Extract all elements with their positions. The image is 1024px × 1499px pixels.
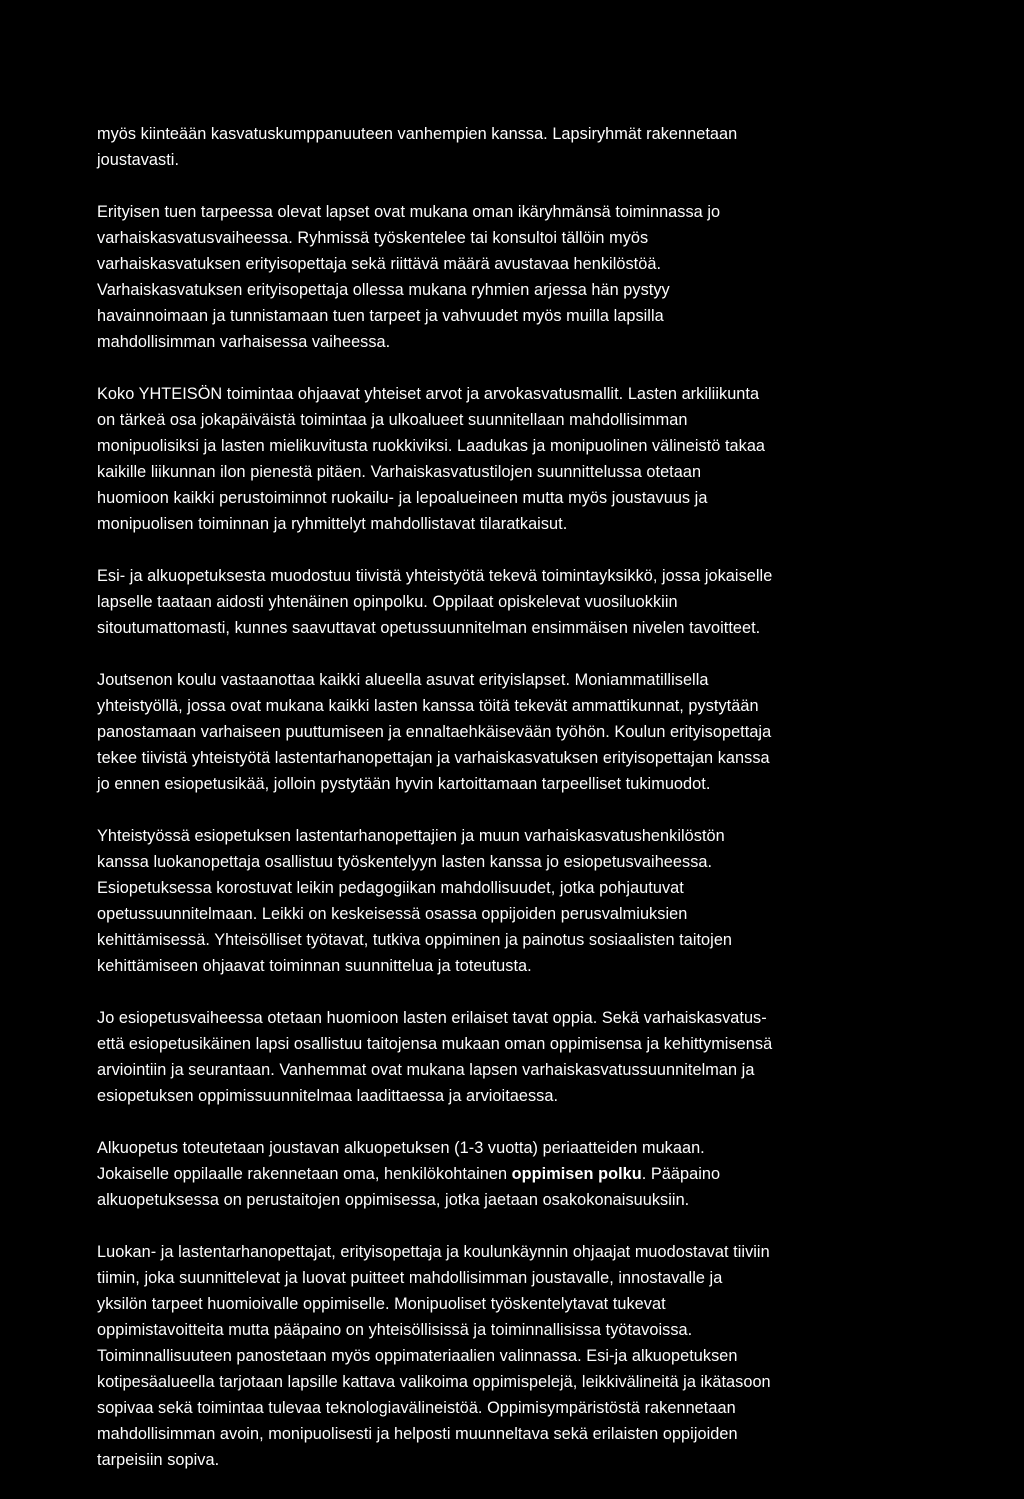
paragraph-3 (97, 381, 957, 537)
emphasis-text: oppimisen polku (511, 1165, 642, 1183)
text-line: esiopetuksen oppimissuunnitelmaa laadittaessa ja arvioitaessa. (97, 1087, 559, 1105)
text-line: huomioon kaikki perustoiminnot ruokailu- ja lepoalueineen mutta myös joustavuus ja (97, 489, 708, 507)
text-line: mahdollisimman varhaisessa vaiheessa. (97, 333, 391, 351)
text-line: Toiminnallisuuteen panostetaan myös oppimateriaalien valinnassa. Esi-ja alkuopetuksen (97, 1347, 738, 1365)
text-line: myös kiinteään kasvatuskumppanuuteen vanhempien kanssa. Lapsiryhmät rakennetaan (97, 125, 738, 143)
text-line: varhaiskasvatusvaiheessa. Ryhmissä työskentelee tai konsultoi tällöin myös (97, 229, 649, 247)
text-line: kehittämiseen ohjaavat toiminnan suunnittelua ja toteutusta. (97, 957, 532, 975)
text-line: tiimin, joka suunnittelevat ja luovat puitteet mahdollisimman joustavalle, innostavalle ja (97, 1269, 723, 1287)
text-line: Luokan- ja lastentarhanopettajat, erityisopettaja ja koulunkäynnin ohjaajat muodostavat tiiviin (97, 1243, 770, 1261)
text-line: sopivaa sekä toimintaa tulevaa teknologiavälineistöä. Oppimisympäristöstä rakennetaan (97, 1399, 736, 1417)
text-line: opetussuunnitelmaan. Leikki on keskeisessä osassa oppijoiden perusvalmiuksien (97, 905, 688, 923)
paragraph-6 (97, 823, 957, 979)
text-line: yhteistyöllä, jossa ovat mukana kaikki lasten kanssa töitä tekevät ammattikunnat, pystytään (97, 697, 759, 715)
paragraph-8 (97, 1135, 957, 1213)
text-line: panostamaan varhaiseen puuttumiseen ja ennaltaehkäisevään työhön. Koulun erityisopettaja (97, 723, 772, 741)
text-line: Koko YHTEISÖN toimintaa ohjaavat yhteiset arvot ja arvokasvatusmallit. Lasten arkiliikunta (97, 385, 760, 403)
text-line: Alkuopetus toteutetaan joustavan alkuopetuksen (1-3 vuotta) periaatteiden mukaan. (97, 1139, 705, 1157)
text-line: joustavasti. (97, 151, 180, 169)
document-page (97, 121, 957, 1499)
text-line: arviointiin ja seurantaan. Vanhemmat ovat mukana lapsen varhaiskasvatussuunnitelman ja (97, 1061, 755, 1079)
text-line: Jo esiopetusvaiheessa otetaan huomioon lasten erilaiset tavat oppia. Sekä varhaiskasvatus- (97, 1009, 767, 1027)
text-line: Esiopetuksessa korostuvat leikin pedagogiikan mahdollisuudet, jotka pohjautuvat (97, 879, 684, 897)
text-line: on tärkeä osa jokapäiväistä toimintaa ja ulkoalueet suunnitellaan mahdollisimman (97, 411, 688, 429)
paragraph-9 (97, 1239, 957, 1473)
text-line: kehittämisessä. Yhteisölliset työtavat, tutkiva oppiminen ja painotus sosiaalisten taitojen (97, 931, 733, 949)
text-line: Esi- ja alkuopetuksesta muodostuu tiivistä yhteistyötä tekevä toimintayksikkö, jossa jokaiselle (97, 567, 773, 585)
text-line: varhaiskasvatuksen erityisopettaja sekä riittävä määrä avustavaa henkilöstöä. (97, 255, 662, 273)
text-line: Varhaiskasvatuksen erityisopettaja ollessa mukana ryhmien arjessa hän pystyy (97, 281, 670, 299)
text-line: jo ennen esiopetusikää, jolloin pystytään hyvin kartoittamaan tarpeelliset tukimuodot. (97, 775, 711, 793)
text-line: Jokaiselle oppilaalle rakennetaan oma, henkilökohtainen (97, 1165, 512, 1183)
paragraph-1 (97, 121, 957, 173)
text-line: . Pääpaino (641, 1165, 721, 1183)
text-line: oppimistavoitteita mutta pääpaino on yhteisöllisissä ja toiminnallisissa työtavoissa. (97, 1321, 693, 1339)
text-line: alkuopetuksessa on perustaitojen oppimisessa, jotka jaetaan osakokonaisuuksiin. (97, 1191, 690, 1209)
text-line: lapselle taataan aidosti yhtenäinen opinpolku. Oppilaat opiskelevat vuosiluokkiin (97, 593, 678, 611)
text-line: yksilön tarpeet huomioivalle oppimiselle. Monipuoliset työskentelytavat tukevat (97, 1295, 666, 1313)
text-line: tarpeisiin sopiva. (97, 1451, 220, 1469)
text-line: monipuolisen toiminnan ja ryhmittelyt mahdollistavat tilaratkaisut. (97, 515, 568, 533)
text-line: kanssa luokanopettaja osallistuu työskentelyyn lasten kanssa jo esiopetusvaiheessa. (97, 853, 713, 871)
paragraph-5 (97, 667, 957, 797)
text-line: Erityisen tuen tarpeessa olevat lapset ovat mukana oman ikäryhmänsä toiminnassa jo (97, 203, 721, 221)
paragraph-2 (97, 199, 957, 355)
text-line: monipuolisiksi ja lasten mielikuvitusta ruokkiviksi. Laadukas ja monipuolinen välineistö takaa (97, 437, 766, 455)
text-line: havainnoimaan ja tunnistamaan tuen tarpeet ja vahvuudet myös muilla lapsilla (97, 307, 664, 325)
text-line: kotipesäalueella tarjotaan lapsille kattava valikoima oppimispelejä, leikkivälineitä ja ikätasoon (97, 1373, 771, 1391)
text-line: sitoutumattomasti, kunnes saavuttavat opetussuunnitelman ensimmäisen nivelen tavoitteet. (97, 619, 761, 637)
paragraph-4 (97, 563, 957, 641)
text-line: Yhteistyössä esiopetuksen lastentarhanopettajien ja muun varhaiskasvatushenkilöstön (97, 827, 725, 845)
text-line: että esiopetusikäinen lapsi osallistuu taitojensa mukaan oman oppimisensa ja kehittymisensä (97, 1035, 773, 1053)
text-line: Joutsenon koulu vastaanottaa kaikki alueella asuvat erityislapset. Moniammatillisella (97, 671, 709, 689)
text-line: tekee tiivistä yhteistyötä lastentarhanopettajan ja varhaiskasvatuksen erityisopettajan kanssa (97, 749, 770, 767)
paragraph-7 (97, 1005, 957, 1109)
text-line: mahdollisimman avoin, monipuolisesti ja helposti muunneltava sekä erilaisten oppijoiden (97, 1425, 738, 1443)
text-line: kaikille liikunnan ilon pienestä pitäen. Varhaiskasvatustilojen suunnittelussa otetaan (97, 463, 702, 481)
